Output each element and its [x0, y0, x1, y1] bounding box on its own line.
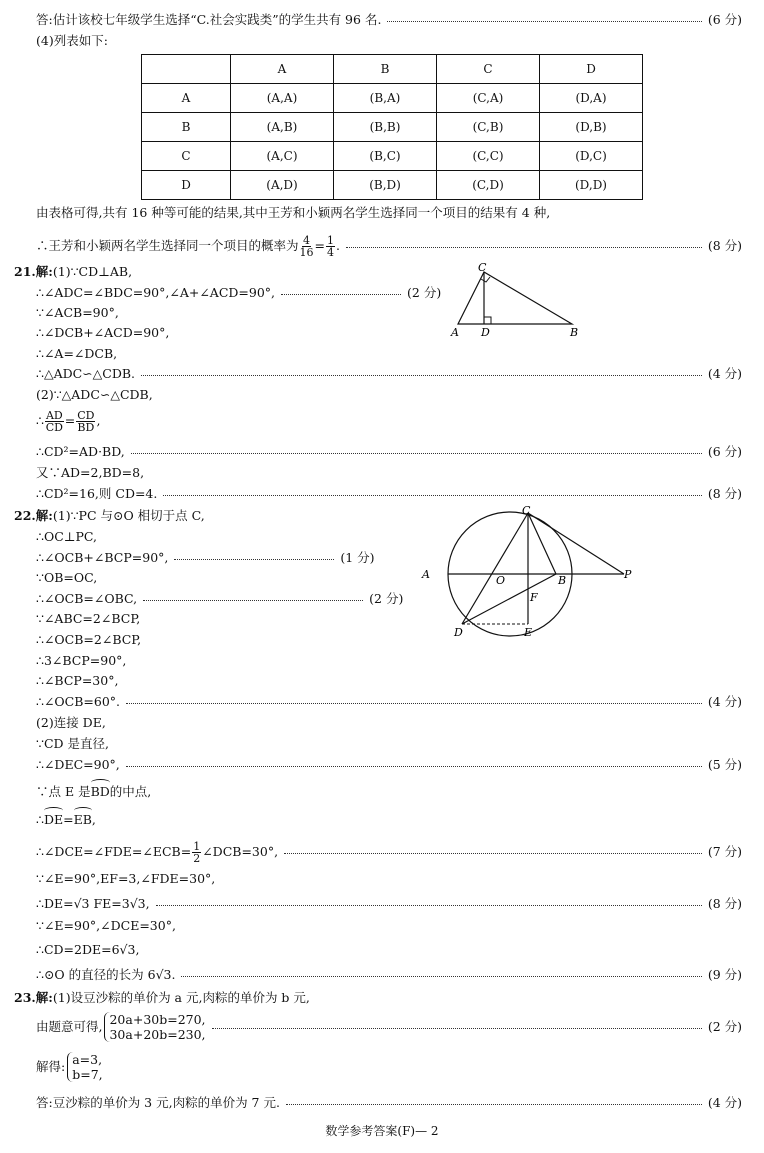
q22-start: 22. 解: (1)∵PC 与⊙O 相切于点 C, [14, 508, 205, 523]
table-cell [142, 55, 231, 84]
label-p: P [624, 568, 632, 581]
table-cell: (B,A) [334, 84, 437, 113]
table-cell: (A,A) [231, 84, 334, 113]
table-conclusion: 由表格可得,共有 16 种等可能的结果,其中王芳和小颖两名学生选择同一个项目的结果有 4 种, [36, 205, 551, 220]
q22-line-t: ∴⊙O 的直径的长为 6√3. (9 分) [36, 967, 742, 982]
table-cell: (D,D) [540, 171, 643, 200]
table-cell: (A,B) [231, 113, 334, 142]
answer-line-20-3: 答:估计该校七年级学生选择“C.社会实践类”的学生共有 96 名. (6 分) [36, 12, 742, 27]
label-d: D [481, 326, 490, 339]
q22-line-b: ∴∠OCB+∠BCP=90°, (1 分) [36, 550, 375, 565]
table-cell: (D,B) [540, 113, 643, 142]
q22-line-r: ∵∠E=90°,∠DCE=30°, [36, 918, 176, 933]
table-cell: (A,C) [231, 142, 334, 171]
table-cell: (D,A) [540, 84, 643, 113]
table-cell: (A,D) [231, 171, 334, 200]
q21-line-f: (2)∵△ADC∽△CDB, [36, 387, 153, 402]
probability-line: ∴王芳和小颖两名学生选择同一个项目的概率为 $\frac{4}{16}$ = $\frac{1}{4}$ . (8 分) [36, 233, 742, 259]
q23-start: 23. 解: (1)设豆沙粽的单价为 a 元,肉粽的单价为 b 元, [14, 990, 310, 1005]
table-row [142, 113, 643, 142]
q21-line-a: ∴∠ADC=∠BDC=90°,∠A+∠ACD=90°, (2 分) [36, 285, 442, 300]
table-cell: (B,D) [334, 171, 437, 200]
q22-line-d: ∴∠OCB=∠OBC, (2 分) [36, 591, 404, 606]
q21-line-g: ∴ $\frac{AD}{CD}$ = $\frac{CD}{BD}$ , [36, 408, 101, 434]
q22-line-o: ∴∠DCE=∠FDE=∠ECB= $\frac{1}{2}$ ∠DCB=30°, (7 分) [36, 839, 742, 865]
table-cell: (C,C) [437, 142, 540, 171]
label-b: B [570, 326, 579, 339]
q22-line-h: ∴∠BCP=30°, [36, 673, 119, 688]
q22-line-m: ∵点 E 是 BD 的中点, [36, 782, 742, 802]
q22-line-l: ∴∠DEC=90°, (5 分) [36, 757, 742, 772]
table-cell: (C,B) [437, 113, 540, 142]
q22-line-q: ∴DE=√3 FE=3√3, (8 分) [36, 896, 742, 911]
q22-line-i: ∴∠OCB=60°. (4 分) [36, 694, 742, 709]
label-c2: C [522, 504, 531, 517]
outcome-table [141, 54, 643, 200]
q22-line-e: ∵∠ABC=2∠BCP, [36, 611, 141, 626]
q23-line-c: 答:豆沙粽的单价为 3 元,肉粽的单价为 7 元. (4 分) [36, 1095, 742, 1110]
table-row [142, 171, 643, 200]
q22-circle-figure [418, 504, 638, 644]
table-cell: (C,D) [437, 171, 540, 200]
table-row [142, 142, 643, 171]
label-b2: B [558, 574, 567, 587]
label-o: O [496, 574, 506, 587]
q23-line-a: 由题意可得, 20a+30b=270, 30a+20b=230, (2 分) [36, 1012, 742, 1042]
q22-line-f: ∴∠OCB=2∠BCP, [36, 632, 142, 647]
page-footer: 数学参考答案(F)— 2 [325, 1124, 439, 1138]
table-cell: (B,B) [334, 113, 437, 142]
label-f: F [530, 591, 538, 604]
q21-line-d: ∴∠A=∠DCB, [36, 346, 118, 361]
q21-line-c: ∴∠DCB+∠ACD=90°, [36, 325, 170, 340]
q23-line-b: 解得: a=3, b=7, [36, 1052, 103, 1082]
q22-line-s: ∴CD=2DE=6√3, [36, 942, 140, 957]
label-a2: A [422, 568, 430, 581]
q22-line-j: (2)连接 DE, [36, 715, 106, 730]
q22-line-a: ∴OC⊥PC, [36, 529, 98, 544]
table-cell: A [142, 84, 231, 113]
table-cell: C [142, 142, 231, 171]
q21-line-h: ∴CD²=AD·BD, (6 分) [36, 444, 742, 459]
table-row [142, 84, 643, 113]
q21-triangle-figure [448, 262, 588, 342]
q21-line-e: ∴△ADC∽△CDB. (4 分) [36, 366, 742, 381]
q22-line-n: ∴ DE = EB , [36, 810, 742, 830]
q21-start: 21. 解: (1)∵CD⊥AB, [14, 264, 133, 279]
label-e: E [524, 626, 533, 639]
q22-line-g: ∴3∠BCP=90°, [36, 653, 127, 668]
table-intro: (4)列表如下: [36, 33, 108, 48]
q21-line-j: ∴CD²=16,则 CD=4. (8 分) [36, 486, 742, 501]
table-cell: B [142, 113, 231, 142]
table-cell: (D,C) [540, 142, 643, 171]
table-cell: D [540, 55, 643, 84]
table-cell: D [142, 171, 231, 200]
label-d2: D [454, 626, 463, 639]
label-a: A [451, 326, 459, 339]
q22-line-k: ∵CD 是直径, [36, 736, 109, 751]
label-c: C [478, 262, 487, 274]
q22-line-p: ∵∠E=90°,EF=3,∠FDE=30°, [36, 871, 216, 886]
table-cell: A [231, 55, 334, 84]
table-cell: (C,A) [437, 84, 540, 113]
table-cell: B [334, 55, 437, 84]
q22-line-c: ∵OB=OC, [36, 570, 98, 585]
table-header-row [142, 55, 643, 84]
q21-line-i: 又∵AD=2,BD=8, [36, 465, 145, 480]
q21-line-b: ∵∠ACB=90°, [36, 305, 119, 320]
table-cell: (B,C) [334, 142, 437, 171]
table-cell: C [437, 55, 540, 84]
